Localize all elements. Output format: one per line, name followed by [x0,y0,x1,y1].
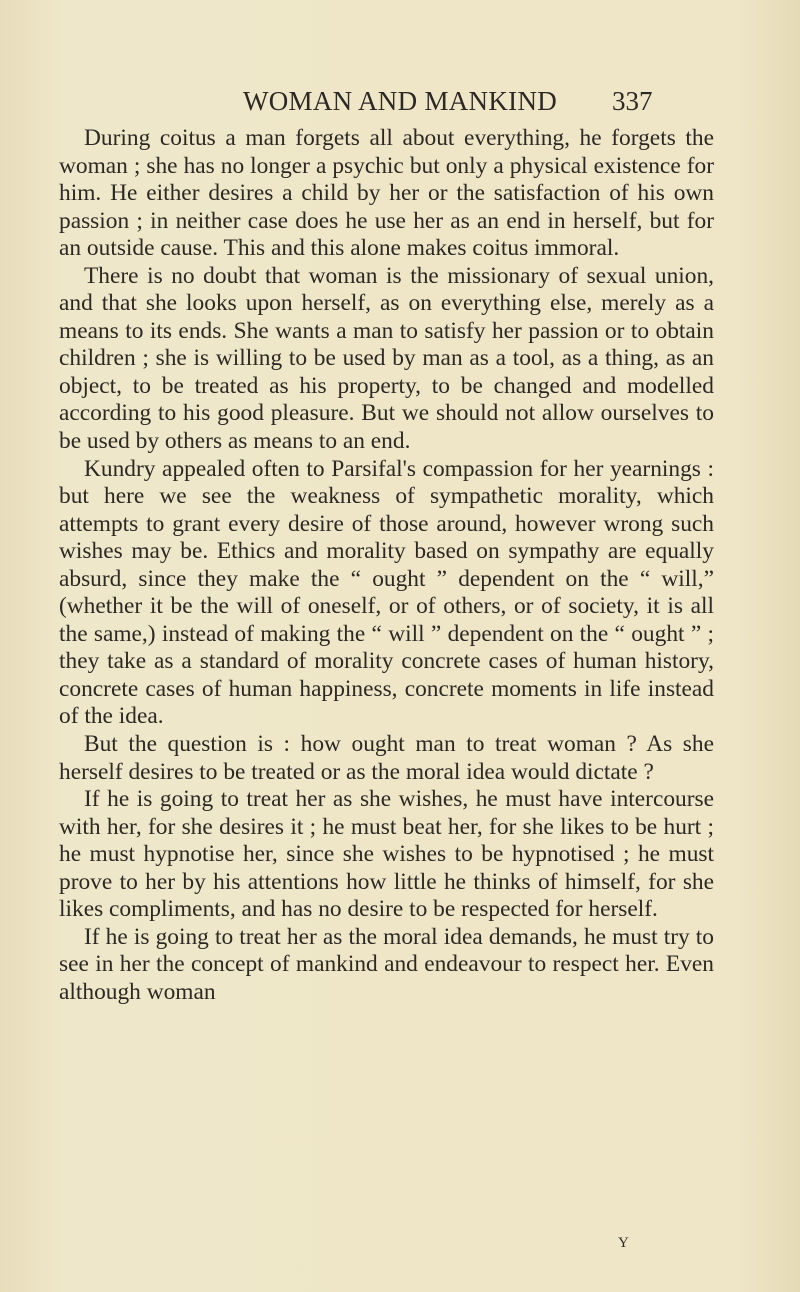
signature-mark: Y [618,1235,629,1251]
page-number: 337 [612,86,653,116]
body-text [59,125,714,1007]
running-head-title: WOMAN AND MANKIND [242,86,558,116]
paragraph: But the question is : how ought man to treat woman ? As she herself desires to be treated or as the moral idea would dictate ? [59,731,714,785]
paragraph: Kundry appealed often to Parsifal's compassion for her yearnings : but here we see the weakness of sympathetic morality, which attempts to grant every desire of those around, however wrong such wishes may be. Ethics and morality based on sympathy are equally absurd, since they make the “ ought ” dependent on the “ will,” (whether it be the will of oneself, or of others, or of society, it is all the same,) instead of making the “ will ” dependent on the “ ought ” ; they take as a standard of morality concrete cases of human history, concrete cases of human happiness, concrete moments in life instead of the idea. [59,455,714,730]
paragraph: If he is going to treat her as the moral idea demands, he must try to see in her the concept of mankind and endeavour to respect her. Even although woman [59,923,714,1005]
paragraph: If he is going to treat her as she wishes, he must have intercourse with her, for she desires it ; he must beat her, for she likes to be hurt ; he must hypnotise her, since she wishes to be hypnotised ; he must prove to her by his attentions how little he thinks of himself, for she likes compliments, and has no desire to be respected for herself. [59,786,714,923]
paragraph: During coitus a man forgets all about everything, he forgets the woman ; she has no longer a psychic but only a physical existence for him. He either desires a child by her or the satisfaction of his own passion ; in neither case does he use her as an end in herself, but for an outside cause. This and this alone makes coitus immoral. [59,125,714,262]
paragraph: There is no doubt that woman is the missionary of sexual union, and that she looks upon herself, as on everything else, merely as a means to its ends. She wants a man to satisfy her passion or to obtain children ; she is willing to be used by man as a tool, as a thing, as an object, to be treated as his property, to be changed and modelled according to his good pleasure. But we should not allow ourselves to be used by others as means to an end. [59,262,714,455]
